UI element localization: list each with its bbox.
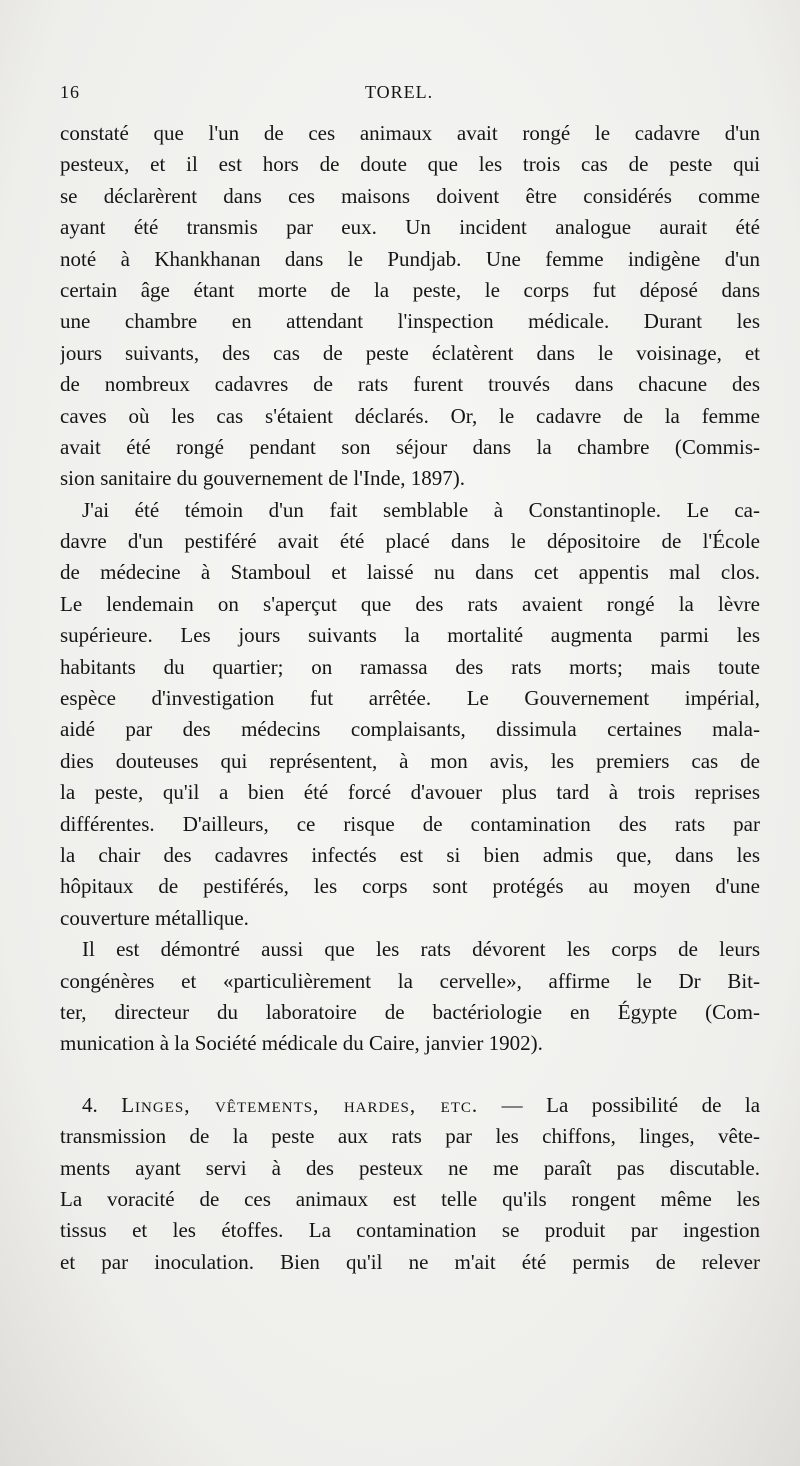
paragraph: [60, 495, 760, 934]
text-line: davre d'un pestiféré avait été placé dans le dépositoire de l'École: [60, 529, 760, 554]
body-text: [60, 118, 760, 1278]
text-line: jours suivants, des cas de peste éclatèrent dans le voisinage, et: [60, 340, 760, 365]
text-line: La voracité de ces animaux est telle qu'ils rongent même les: [60, 1186, 760, 1211]
text-line: hôpitaux de pestiférés, les corps sont protégés au moyen d'une: [60, 874, 760, 899]
section-4: [60, 1090, 760, 1278]
text-line: espèce d'investigation fut arrêtée. Le Gouvernement impérial,: [60, 686, 760, 711]
text-line: ments ayant servi à des pesteux ne me paraît pas discutable.: [60, 1155, 760, 1180]
text-line: de médecine à Stamboul et laissé nu dans cet appentis mal clos.: [60, 560, 760, 585]
text-line: la chair des cadavres infectés est si bien admis que, dans les: [60, 842, 760, 867]
text-line: pesteux, et il est hors de doute que les trois cas de peste qui: [60, 152, 760, 177]
paragraphs: [60, 118, 760, 1060]
text-line: certain âge étant morte de la peste, le corps fut déposé dans: [60, 277, 760, 302]
text-line: Le lendemain on s'aperçut que des rats avaient rongé la lèvre: [60, 591, 760, 616]
section-first-line: [60, 1090, 760, 1121]
text-line: noté à Khankhanan dans le Pundjab. Une femme indigène d'un: [60, 246, 760, 271]
text-line: dies douteuses qui représentent, à mon avis, les premiers cas de: [60, 748, 760, 773]
text-line: la peste, qu'il a bien été forcé d'avouer plus tard à trois reprises: [60, 780, 760, 805]
section-gap: [60, 1060, 760, 1090]
text-line: avait été rongé pendant son séjour dans la chambre (Commis-: [60, 434, 760, 459]
text-line: une chambre en attendant l'inspection médicale. Durant les: [60, 309, 760, 334]
text-line: caves où les cas s'étaient déclarés. Or, le cadavre de la femme: [60, 403, 760, 428]
page-header: [60, 82, 760, 108]
text-line: sion sanitaire du gouvernement de l'Inde, 1897).: [60, 466, 466, 491]
text-line: différentes. D'ailleurs, ce risque de contamination des rats par: [60, 811, 760, 836]
paragraph: [60, 118, 760, 495]
text-line: aidé par des médecins complaisants, dissimula certaines mala-: [60, 717, 760, 742]
text-line: et par inoculation. Bien qu'il ne m'ait été permis de relever: [60, 1249, 760, 1274]
text-line: ayant été transmis par eux. Un incident analogue aurait été: [60, 215, 760, 240]
text-line: tissus et les étoffes. La contamination se produit par ingestion: [60, 1218, 760, 1243]
text-line: habitants du quartier; on ramassa des rats morts; mais toute: [60, 654, 760, 679]
text-line: Il est démontré aussi que les rats dévorent les corps de leurs: [82, 937, 760, 962]
text-line: couverture métallique.: [60, 905, 249, 930]
text-line: transmission de la peste aux rats par les chiffons, linges, vête-: [60, 1124, 760, 1149]
section-first-line-rest: La possibilité de la: [546, 1092, 760, 1117]
running-title: TOREL.: [365, 82, 434, 102]
paragraph: [60, 934, 760, 1060]
text-line: supérieure. Les jours suivants la mortalité augmenta parmi les: [60, 623, 760, 648]
text-line: congénères et «particulièrement la cervelle», affirme le Dr Bit-: [60, 968, 760, 993]
section-heading: Linges, vêtements, hardes, etc.: [121, 1092, 479, 1117]
page-number: 16: [60, 82, 80, 102]
text-line: constaté que l'un de ces animaux avait rongé le cadavre d'un: [60, 121, 760, 145]
text-line: de nombreux cadavres de rats furent trouvés dans chacune des: [60, 372, 760, 397]
text-line: munication à la Société médicale du Caire, janvier 1902).: [60, 1031, 543, 1056]
text-line: ter, directeur du laboratoire de bactériologie en Égypte (Com-: [60, 999, 760, 1024]
section-lines: [60, 1121, 760, 1278]
section-dash: —: [501, 1092, 523, 1117]
section-number: 4.: [82, 1092, 98, 1117]
text-line: J'ai été témoin d'un fait semblable à Constantinople. Le ca-: [82, 497, 760, 522]
text-line: se déclarèrent dans ces maisons doivent être considérés comme: [60, 183, 760, 208]
